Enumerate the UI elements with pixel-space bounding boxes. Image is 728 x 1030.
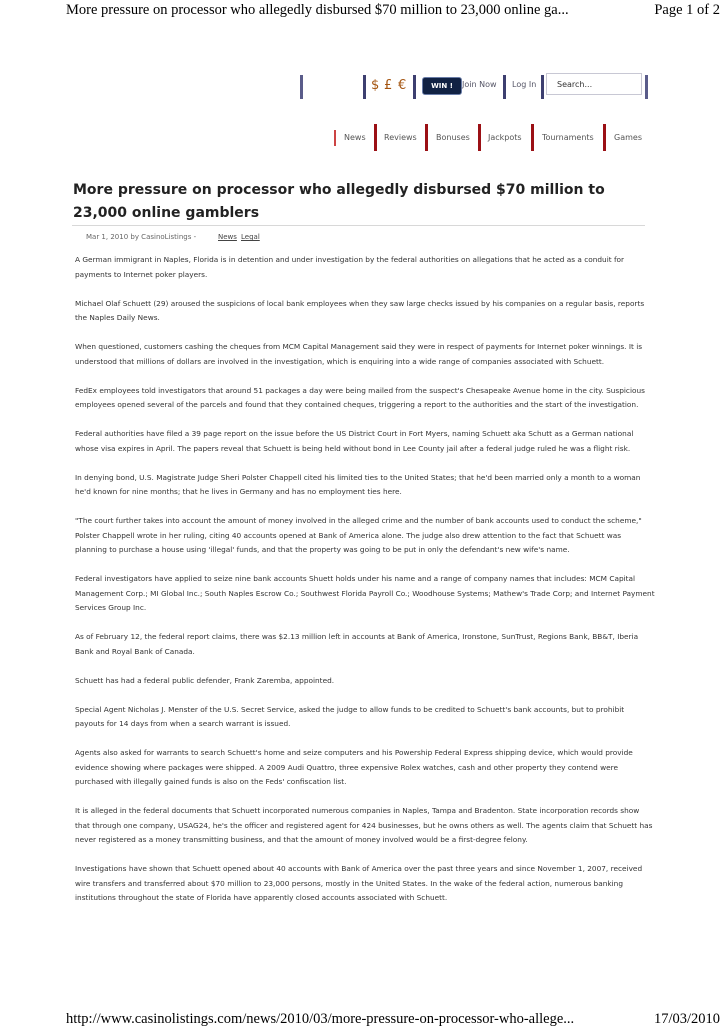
nav-divider	[425, 124, 428, 151]
article-paragraph: It is alleged in the federal documents that Schuett incorporated numerous companies in Naples, Tampa and Bradenton. State incorporation records show that through one company, USAG24, he's the officer and registered agent for 424 businesses, but he owns others as well. The agents claim that Schuett has never registered as a money transmitting business, and that the amount of money involved would be a first-degree felony.	[75, 806, 653, 844]
join-now-link[interactable]: Join Now	[462, 80, 497, 89]
article-paragraph: "The court further takes into account the amount of money involved in the alleged crime and the number of bank accounts used to conduct the scheme," Polster Chappell wrote in her ruling, citing 40 accounts opened at Bank of America alone. The judge also drew attention to the fact that Schuett was planning to purchase a house using 'illegal' funds, and that the property was going to be put in only the defendant's new wife's name.	[75, 516, 642, 554]
article-byline: Mar 1, 2010 by CasinoListings -	[86, 233, 197, 241]
article-paragraph: Michael Olaf Schuett (29) aroused the suspicions of local bank employees when they saw large checks issued by his companies on a regular basis, reports the Naples Daily News.	[75, 298, 645, 322]
article-paragraph: When questioned, customers cashing the cheques from MCM Capital Management said they were in respect of payments for Internet poker winnings. It is understood that millions of dollars are involved in the investigation, which is enquiring into a wide range of companies associated with Schuett.	[75, 342, 643, 366]
print-footer-url: http://www.casinolistings.com/news/2010/03/more-pressure-on-processor-who-allege...	[66, 1011, 575, 1027]
page-number: Page 1 of 2	[654, 2, 720, 18]
currency-pound-link[interactable]: £	[384, 78, 393, 93]
print-footer-date: 17/03/2010	[653, 1011, 720, 1027]
nav-tournaments[interactable]: Tournaments	[542, 133, 594, 142]
nav-jackpots[interactable]: Jackpots	[488, 133, 522, 142]
article-title: More pressure on processor who allegedly disbursed $70 million to 23,000 online gamblers	[73, 182, 605, 221]
article-paragraph: Agents also asked for warrants to search Schuett's home and seize computers and his Powership Federal Express shipping device, which would provide evidence showing where packages were shipped. A 2009 Audi Quattro, three expensive Rolex watches, cash and other property they contend were purchased with illegally gained funds is also on the Feds' confiscation list.	[75, 748, 633, 786]
article-meta	[86, 233, 260, 241]
article-paragraph: A German immigrant in Naples, Florida is in detention and under investigation by the federal authorities on allegations that he acted as a conduit for payments to Internet poker players.	[75, 255, 625, 279]
article-paragraph: Federal investigators have applied to seize nine bank accounts Shuett holds under his name and a range of company names that includes: MCM Capital Management Corp.; MI Global Inc.; South Naples Escrow Co.; Southwest Florida Payroll Co.; Woodhouse Systems; Mathew's Trade Corp; and Internet Payment Services Group Inc.	[75, 574, 655, 612]
nav-news[interactable]: News	[344, 133, 366, 142]
nav-divider	[478, 124, 481, 151]
tag-legal-link[interactable]: Legal	[241, 233, 260, 241]
article-paragraph: As of February 12, the federal report claims, there was $2.13 million left in accounts at Bank of America, Ironstone, SunTrust, Regions Bank, BB&T, Iberia Bank and Royal Bank of Canada.	[75, 632, 639, 656]
print-header-title: More pressure on processor who allegedly disbursed $70 million to 23,000 online ga...	[66, 2, 569, 18]
nav-divider	[334, 130, 336, 146]
log-in-link[interactable]: Log In	[512, 80, 537, 89]
print-header	[0, 0, 728, 22]
nav-games[interactable]: Games	[614, 133, 642, 142]
article-paragraph: Special Agent Nicholas J. Menster of the U.S. Secret Service, asked the judge to allow funds to be credited to Schuett's bank accounts, but to prohibit payouts for 14 days from when a search warrant is issued.	[75, 704, 625, 728]
currency-euro-link[interactable]: €	[398, 78, 407, 93]
nav-divider	[374, 124, 377, 151]
article-paragraph: FedEx employees told investigators that around 51 packages a day were being mailed from the suspect's Chesapeake Avenue home in the city. Suspicious employees opened several of the parcels and found that they contained cheques, triggering a report to the authorities and the start of the investigation.	[75, 385, 645, 409]
topbar-divider	[363, 75, 366, 99]
win-button[interactable]: WIN !	[422, 77, 462, 95]
article-paragraph: Schuett has had a federal public defender, Frank Zaremba, appointed.	[75, 675, 335, 685]
topbar-divider	[300, 75, 303, 99]
nav-divider	[531, 124, 534, 151]
article-body	[75, 253, 655, 920]
topbar-divider	[645, 75, 648, 99]
nav-reviews[interactable]: Reviews	[384, 133, 417, 142]
nav-divider	[603, 124, 606, 151]
nav-bonuses[interactable]: Bonuses	[436, 133, 470, 142]
article-paragraph: Investigations have shown that Schuett opened about 40 accounts with Bank of America over the past three years and since November 1, 2007, received wire transfers and transferred about $70 million to 23,000 persons, mostly in the United States. In the wake of the federal action, numerous banking institutions throughout the state of Florida have apparently closed accounts associated with Schuett.	[75, 864, 643, 902]
title-divider	[72, 225, 645, 226]
topbar-divider	[413, 75, 416, 99]
article-paragraph: Federal authorities have filed a 39 page report on the issue before the US District Court in Fort Myers, naming Schuett aka Schutt as a German national whose visa expires in April. The papers reveal that Schuett is being held without bond in Lee County jail after a federal judge ruled he was a flight risk.	[75, 429, 634, 453]
print-footer	[0, 1010, 728, 1030]
currency-dollar-link[interactable]: $	[371, 78, 380, 93]
tag-news-link[interactable]: News	[218, 233, 237, 241]
article-paragraph: In denying bond, U.S. Magistrate Judge Sheri Polster Chappell cited his limited ties to the United States; that he'd been married only a month to a woman he'd known for nine months; that he lives in Germany and has no employment ties here.	[75, 472, 641, 496]
search-input[interactable]: Search...	[546, 73, 642, 95]
topbar-divider	[541, 75, 544, 99]
topbar-divider	[503, 75, 506, 99]
